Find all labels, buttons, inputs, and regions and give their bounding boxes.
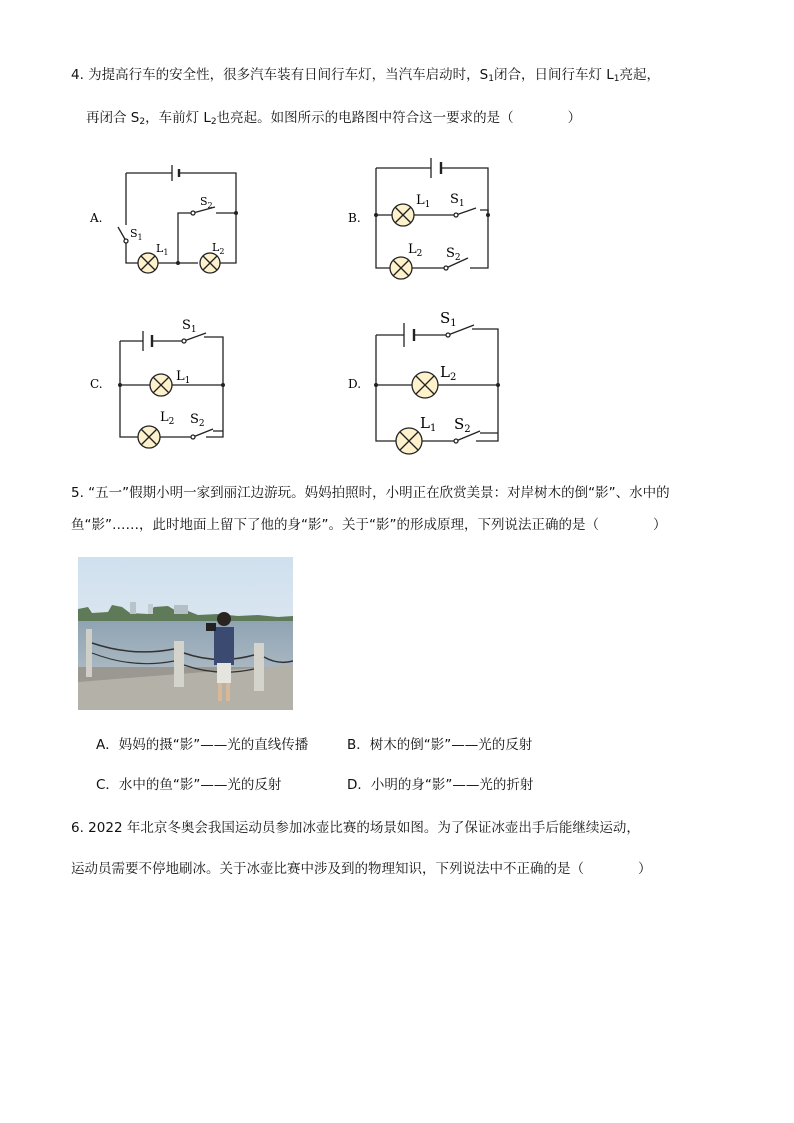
circuit-a xyxy=(88,155,258,284)
q5-option-c: C．水中的鱼“影”——光的反射 xyxy=(96,777,282,793)
circuit-d-l1-label: $L_1$ xyxy=(420,414,437,434)
q6-text-line2: 运动员需要不停地刷冰。关于冰壶比赛中涉及到的物理知识，下列说法中不正确的是（ ） xyxy=(71,861,652,877)
q5-text-line1: 5. “五一”假期小明一家到丽江边游玩。妈妈拍照时，小明正在欣赏美景：对岸树木的倒“影”、水中的 xyxy=(71,485,670,501)
q5-option-d: D．小明的身“影”——光的折射 xyxy=(347,777,534,793)
circuit-b-l1-label: $L_1$ xyxy=(416,193,431,210)
circuit-b-s2-label: $S_2$ xyxy=(446,246,461,263)
circuit-b-label: B. xyxy=(348,211,361,225)
circuit-d-s2-label: $S_2$ xyxy=(454,415,471,435)
circuit-a-s1-label: $S_1$ xyxy=(130,227,143,242)
circuit-c-s2-label: $S_2$ xyxy=(190,412,205,429)
q5-option-b: B．树木的倒“影”——光的反射 xyxy=(347,737,533,753)
q5-option-a: A．妈妈的摄“影”——光的直线传播 xyxy=(96,737,309,753)
circuit-b-l2-label: $L_2$ xyxy=(408,242,423,259)
circuit-d-s1-label: $S_1$ xyxy=(440,309,457,329)
q4-text-line2: 再闭合 $S_2$，车前灯 $L_2$也亮起。如图所示的电路图中符合这一要求的是（ ） xyxy=(86,110,582,127)
circuit-c-l1-label: $L_1$ xyxy=(176,369,191,386)
circuit-c-label: C. xyxy=(90,377,103,391)
circuit-b xyxy=(348,150,508,289)
circuit-b-s1-label: $S_1$ xyxy=(450,192,465,209)
riverside-photo xyxy=(78,557,293,710)
circuit-d xyxy=(348,305,508,469)
circuit-d-label: D. xyxy=(348,377,362,391)
q4-text-line1: 4. 为提高行车的安全性，很多汽车装有日间行车灯，当汽车启动时，$S_1$闭合，日间行车灯 $L_1$亮起， xyxy=(71,67,661,84)
circuit-d-l2-label: $L_2$ xyxy=(440,363,457,383)
circuit-a-l1-label: $L_1$ xyxy=(156,242,169,257)
q6-text-line1: 6. 2022 年北京冬奥会我国运动员参加冰壶比赛的场景如图。为了保证冰壶出手后能继续运动， xyxy=(71,820,640,836)
circuit-c-l2-label: $L_2$ xyxy=(160,410,175,427)
circuit-a-s2-label: $S_2$ xyxy=(200,195,213,210)
circuit-c xyxy=(88,313,238,447)
circuit-a-label: A. xyxy=(90,211,103,225)
circuit-c-s1-label: $S_1$ xyxy=(182,318,197,335)
circuit-a-l2-label: $L_2$ xyxy=(212,241,225,256)
q5-text-line2: 鱼“影”……，此时地面上留下了他的身“影”。关于“影”的形成原理，下列说法正确的是（ ） xyxy=(71,517,667,533)
